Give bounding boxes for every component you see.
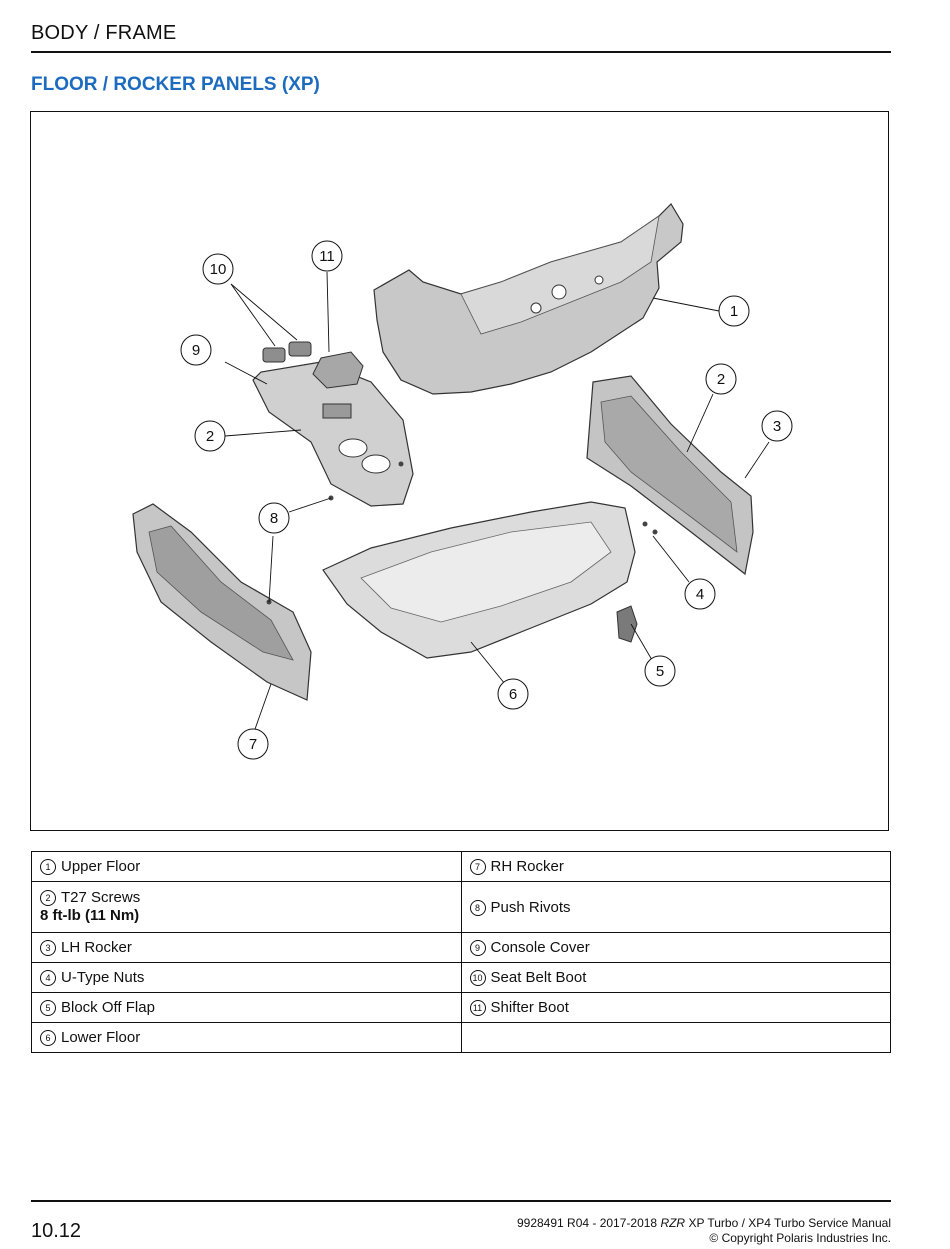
legend-row [32,963,891,993]
item-label: T27 Screws [61,889,141,906]
item-label: Shifter Boot [490,999,569,1016]
seat-belt-boot-parts [263,342,311,362]
torque-spec: 8 ft-lb (11 Nm) [40,907,140,924]
callout-3 [762,411,792,441]
upper-floor-part [374,204,683,394]
callout-11 [312,241,342,271]
svg-text:9: 9 [191,342,201,359]
item-label: RH Rocker [490,858,564,875]
svg-text:2: 2 [205,428,215,445]
legend-cell [461,852,891,882]
item-number: 10 [470,970,486,986]
legend-row [32,993,891,1023]
legend-row [32,1023,891,1053]
diagram-svg [31,112,890,832]
item-label: LH Rocker [61,939,132,956]
svg-text:10: 10 [209,261,227,278]
svg-text:7: 7 [248,736,258,753]
item-number: 9 [470,940,486,956]
rh-rocker-part [133,504,311,700]
copyright: © Copyright Polaris Industries Inc. [709,1231,891,1245]
callout-2-right [706,364,736,394]
item-label: Seat Belt Boot [490,969,587,986]
callout-4 [685,579,715,609]
item-label: Block Off Flap [61,999,155,1016]
item-label: Upper Floor [61,858,141,875]
callout-8 [259,503,289,533]
item-number: 6 [40,1030,56,1046]
callout-7 [238,729,268,759]
manual-model: RZR [660,1216,686,1230]
header-divider [31,51,891,53]
manual-title-prefix: 9928491 R04 - 2017-2018 [516,1216,661,1230]
svg-text:8: 8 [269,510,279,527]
callout-5 [645,656,675,686]
item-number: 8 [470,900,486,916]
legend-cell [461,963,891,993]
item-label: U-Type Nuts [61,969,145,986]
legend-row [32,882,891,933]
item-label: Console Cover [490,939,590,956]
legend-row [32,852,891,882]
manual-title-suffix: XP Turbo / XP4 Turbo Service Manual [685,1216,891,1230]
legend-cell [32,933,462,963]
page-title: FLOOR / ROCKER PANELS (XP) [31,74,320,95]
item-number: 4 [40,970,56,986]
item-label: Lower Floor [61,1029,141,1046]
legend-cell [32,1023,462,1053]
callout-6 [498,679,528,709]
callout-9 [181,335,211,365]
legend-cell [32,882,462,933]
svg-text:4: 4 [695,586,705,603]
svg-text:1: 1 [729,303,739,320]
legend-cell [32,852,462,882]
legend-row [32,933,891,963]
item-number: 11 [470,1000,486,1016]
page-number: 10.12 [31,1220,82,1242]
parts-legend-table [31,851,891,1053]
item-number: 5 [40,1000,56,1016]
svg-text:11: 11 [319,248,335,265]
footer-divider [31,1200,891,1202]
exploded-diagram [30,111,889,831]
manual-title [517,1216,891,1230]
item-label: Push Rivots [490,898,571,916]
legend-cell [32,963,462,993]
svg-text:6: 6 [508,686,518,703]
section-title: BODY / FRAME [31,22,177,44]
legend-cell [461,933,891,963]
callout-2-left [195,421,225,451]
svg-text:3: 3 [772,418,782,435]
legend-cell [461,993,891,1023]
block-off-flap-part [617,606,637,642]
legend-cell [32,993,462,1023]
callout-10 [203,254,233,284]
svg-text:2: 2 [716,371,726,388]
legend-cell-empty [461,1023,891,1053]
svg-text:5: 5 [655,663,665,680]
legend-cell [461,882,891,933]
callout-1 [719,296,749,326]
item-number: 3 [40,940,56,956]
lower-floor-part [323,502,635,658]
item-number: 2 [40,890,56,906]
item-number: 7 [470,859,486,875]
item-number: 1 [40,859,56,875]
